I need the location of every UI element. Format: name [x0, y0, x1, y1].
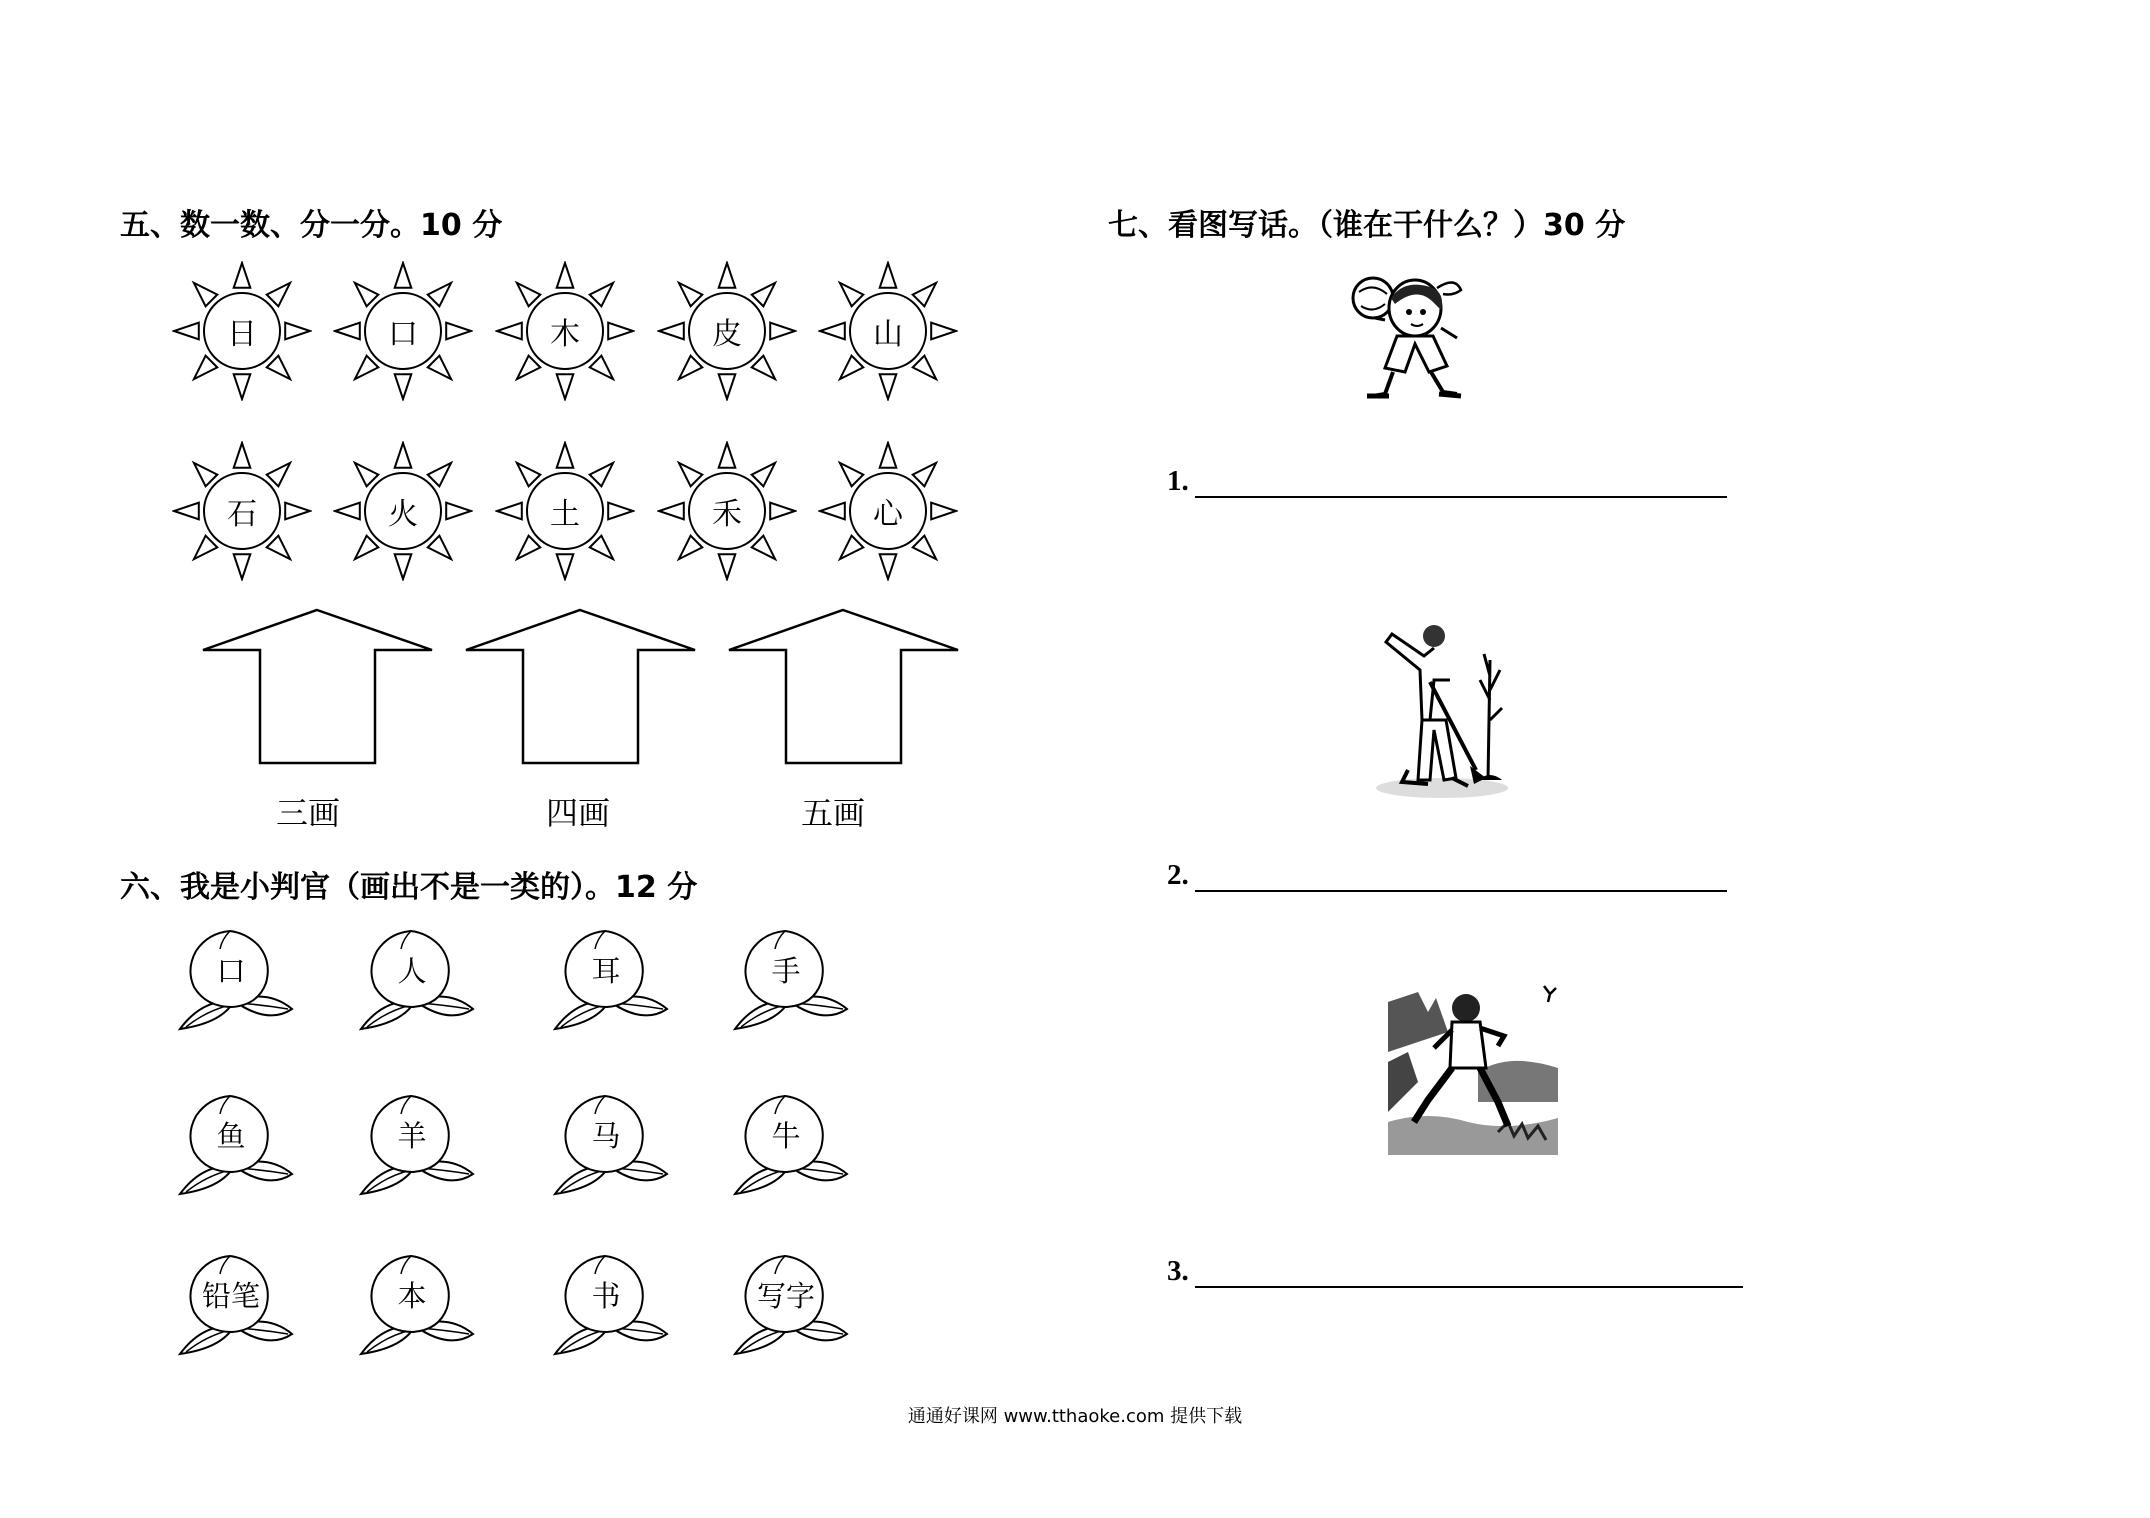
- peach-2-2[interactable]: [353, 1090, 483, 1200]
- peach-char: 鱼: [216, 1118, 246, 1153]
- answer-number: 2.: [1167, 859, 1189, 891]
- peach-3-2[interactable]: [353, 1250, 483, 1360]
- sun-1-3: [495, 261, 635, 401]
- answer-number: 1.: [1167, 465, 1189, 497]
- sun-2-5: [818, 441, 958, 581]
- peach-1-4[interactable]: [727, 925, 857, 1035]
- peach-char: 写字: [756, 1278, 815, 1313]
- sun-char: 日: [227, 317, 257, 352]
- answer-input-line[interactable]: [1195, 1248, 1743, 1288]
- section5-title: 五、数一数、分一分。10 分: [120, 208, 503, 243]
- peach-2-4[interactable]: [727, 1090, 857, 1200]
- sun-char: 皮: [712, 317, 742, 352]
- answer-line-1: [1167, 458, 1727, 498]
- answer-input-line[interactable]: [1195, 852, 1727, 892]
- section7-title: 七、看图写话。（谁在干什么？）30 分: [1108, 208, 1626, 243]
- section6-title: 六、我是小判官（画出不是一类的）。12 分: [120, 870, 698, 905]
- sun-char: 石: [227, 497, 257, 532]
- peach-1-3[interactable]: [547, 925, 677, 1035]
- sun-2-1: [172, 441, 312, 581]
- peach-char: 羊: [397, 1118, 427, 1153]
- sun-2-3: [495, 441, 635, 581]
- arrow-box-3: [726, 608, 961, 768]
- sun-2-4: [657, 441, 797, 581]
- peach-char: 本: [397, 1278, 427, 1313]
- peach-3-4[interactable]: [727, 1250, 857, 1360]
- answer-number: 3.: [1167, 1255, 1189, 1287]
- peach-char: 书: [591, 1278, 621, 1313]
- peach-3-3[interactable]: [547, 1250, 677, 1360]
- peach-1-2[interactable]: [353, 925, 483, 1035]
- sun-1-2: [333, 261, 473, 401]
- sun-1-4: [657, 261, 797, 401]
- peach-1-1[interactable]: [172, 925, 302, 1035]
- peach-char: 马: [591, 1118, 621, 1153]
- peach-2-1[interactable]: [172, 1090, 302, 1200]
- arrow-box-2: [463, 608, 698, 768]
- man-planting-tree-picture: [1372, 620, 1512, 800]
- boy-running-picture: [1388, 972, 1563, 1162]
- peach-char: 耳: [591, 953, 621, 988]
- sun-1-1: [172, 261, 312, 401]
- sun-char: 火: [388, 497, 418, 532]
- sun-2-2: [333, 441, 473, 581]
- sun-char: 心: [873, 497, 903, 532]
- sun-char: 山: [873, 317, 903, 352]
- answer-input-line[interactable]: [1195, 458, 1727, 498]
- sun-char: 土: [550, 497, 580, 532]
- peach-char: 人: [397, 953, 427, 988]
- peach-char: 手: [771, 953, 801, 988]
- peach-char: 口: [216, 953, 246, 988]
- arrow-box-1: [200, 608, 435, 768]
- footer-text: 通通好课网 www.tthaoke.com 提供下载: [907, 1406, 1243, 1427]
- sun-char: 木: [550, 317, 580, 352]
- peach-2-3[interactable]: [547, 1090, 677, 1200]
- arrow-label-2: 四画: [545, 794, 610, 832]
- answer-line-2: [1167, 852, 1727, 892]
- arrow-label-3: 五画: [800, 794, 865, 832]
- sun-char: 口: [388, 317, 418, 352]
- peach-char: 铅笔: [201, 1278, 260, 1313]
- girl-playing-ball-picture: [1345, 268, 1480, 403]
- peach-3-1[interactable]: [172, 1250, 302, 1360]
- arrow-label-1: 三画: [275, 794, 340, 832]
- answer-line-3: [1167, 1248, 1743, 1288]
- sun-1-5: [818, 261, 958, 401]
- sun-char: 禾: [712, 497, 742, 532]
- peach-char: 牛: [771, 1118, 801, 1153]
